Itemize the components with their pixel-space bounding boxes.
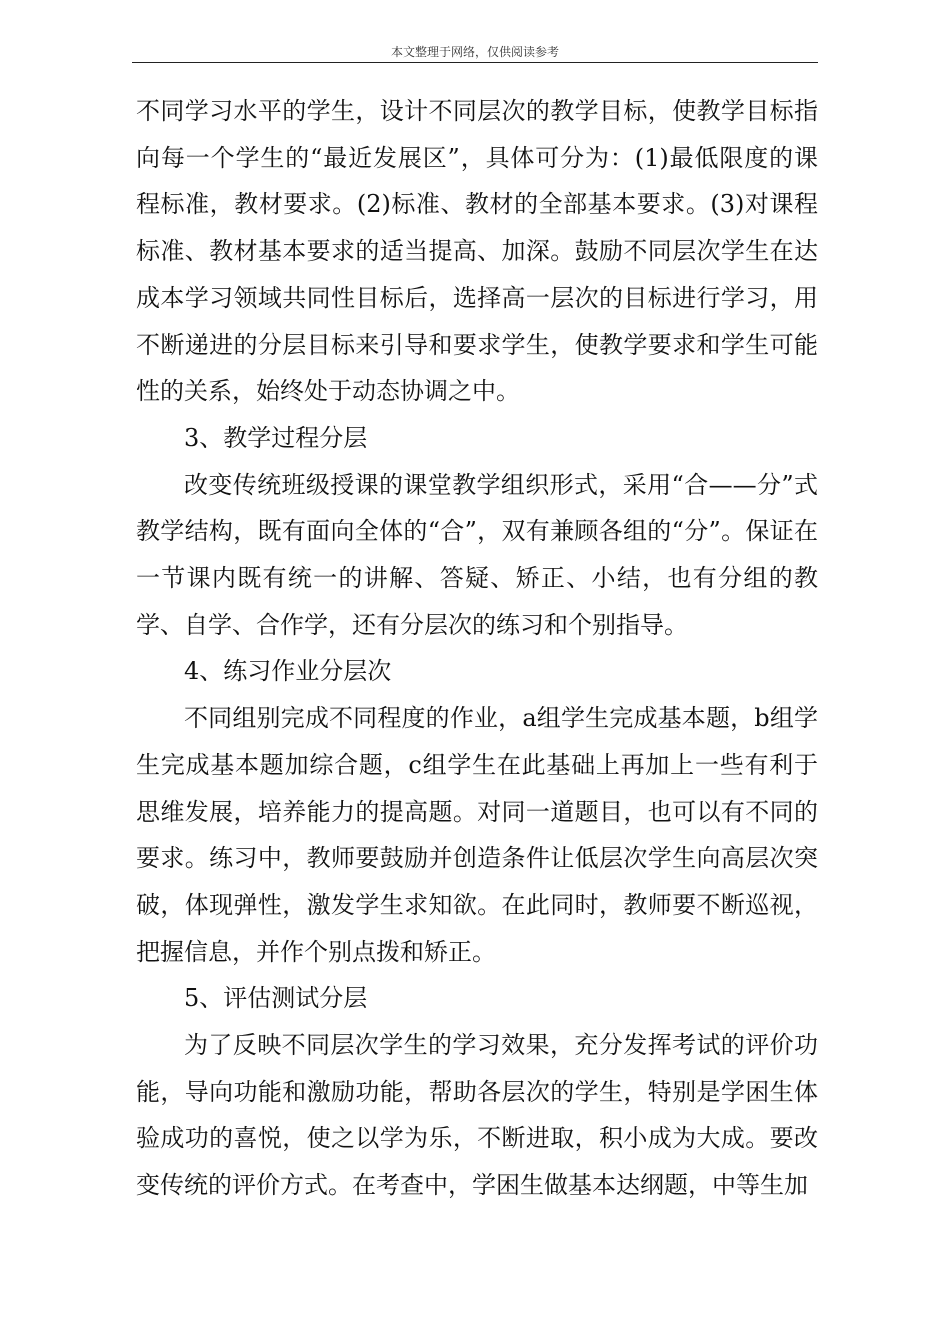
- body-paragraph: 改变传统班级授课的课堂教学组织形式，采用“合——分”式教学结构，既有面向全体的“合”，双有兼顾各组的“分”。保证在一节课内既有统一的讲解、答疑、矫正、小结，也有分组的教学、自学、合作学，还有分层次的练习和个别指导。: [136, 470, 818, 639]
- body-paragraph: 为了反映不同层次学生的学习效果，充分发挥考试的评价功能，导向功能和激励功能，帮助各层次的学生，特别是学困生体验成功的喜悦，使之以学为乐，不断进取，积小成为大成。要改变传统的评价方式。在考查中，学困生做基本达纲题，中等生加: [136, 1031, 818, 1200]
- document-body: [136, 88, 818, 1209]
- section-heading: 5、评估测试分层: [184, 984, 368, 1013]
- header-text: 本文整理于网络，仅供阅读参考: [390, 45, 559, 59]
- body-paragraph: 不同组别完成不同程度的作业，a组学生完成基本题，b组学生完成基本题加综合题，c组学生在此基础上再加上一些有利于思维发展，培养能力的提高题。对同一道题目，也可以有不同的要求。练习中，教师要鼓励并创造条件让低层次学生向高层次突破，体现弹性，激发学生求知欲。在此同时，教师要不断巡视，把握信息，并作个别点拨和矫正。: [136, 704, 818, 966]
- body-paragraph: 不同学习水平的学生，设计不同层次的教学目标，使教学目标指向每一个学生的“最近发展区”，具体可分为：(1)最低限度的课程标准，教材要求。(2)标准、教材的全部基本要求。(3)对课程标准、教材基本要求的适当提高、加深。鼓励不同层次学生在达成本学习领域共同性目标后，选择高一层次的目标进行学习，用不断递进的分层目标来引导和要求学生，使教学要求和学生可能性的关系，始终处于动态协调之中。: [136, 97, 818, 406]
- section-heading: 3、教学过程分层: [184, 423, 368, 452]
- page-header: [132, 44, 818, 63]
- section-heading: 4、练习作业分层次: [184, 657, 392, 686]
